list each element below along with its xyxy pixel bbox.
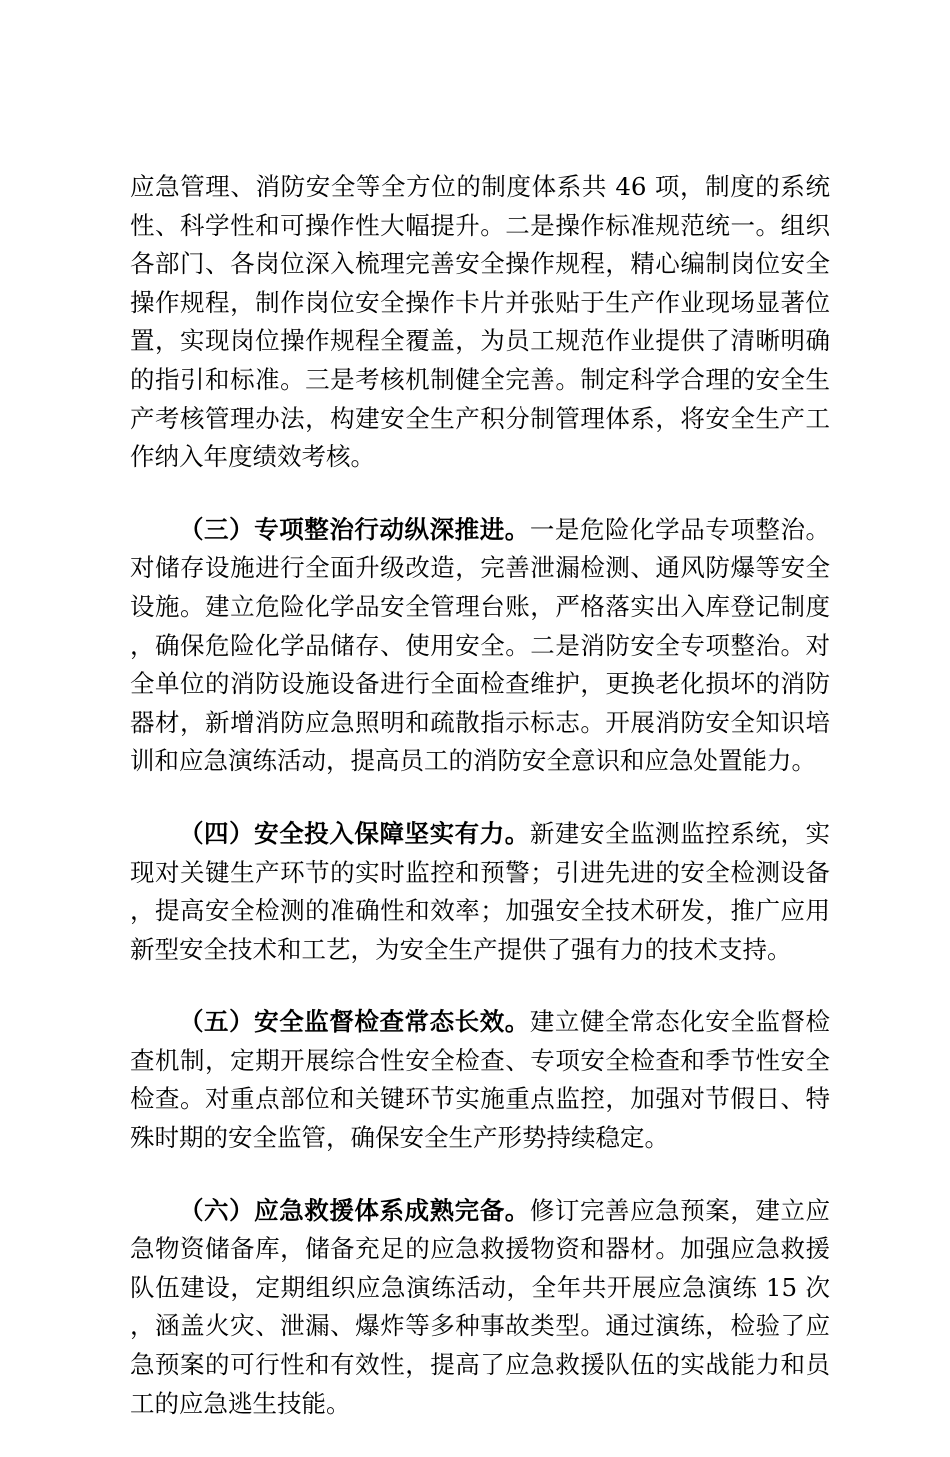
paragraph-continuation (130, 168, 830, 477)
paragraph-safety-supervision (130, 1003, 830, 1157)
paragraph-body: 建立健全常态化安全监督检查机制，定期开展综合性安全检查、专项安全检查和季节性安全检查。对重点部位和关键环节实施重点监控，加强对节假日、特殊时期的安全监管，确保安全生产形势持续稳定。 (130, 1007, 831, 1153)
paragraph-heading: （三）专项整治行动纵深推进。 (179, 514, 530, 544)
document-page (130, 168, 830, 1457)
paragraph-special-rectification (130, 511, 830, 781)
paragraph-body: 应急管理、消防安全等全方位的制度体系共 46 项，制度的系统性、科学性和可操作性大幅提升。二是操作标准规范统一。组织各部门、各岗位深入梳理完善安全操作规程，精心编制岗位安全操作规程，制作岗位安全操作卡片并张贴于生产作业现场显著位置，实现岗位操作规程全覆盖，为员工规范作业提供了清晰明确的指引和标准。三是考核机制健全完善。制定科学合理的安全生产考核管理办法，构建安全生产积分制管理体系，将安全生产工作纳入年度绩效考核。 (130, 172, 830, 472)
paragraph-heading: （五）安全监督检查常态长效。 (179, 1007, 530, 1037)
paragraph-body: 一是危险化学品专项整治。对储存设施进行全面升级改造，完善泄漏检测、通风防爆等安全设施。建立危险化学品安全管理台账，严格落实出入库登记制度，确保危险化学品储存、使用安全。二是消防安全专项整治。对全单位的消防设施设备进行全面检查维护，更换老化损坏的消防器材，新增消防应急照明和疏散指示标志。开展消防安全知识培训和应急演练活动，提高员工的消防安全意识和应急处置能力。 (130, 514, 831, 776)
paragraph-emergency-rescue (130, 1192, 830, 1424)
paragraph-body: 修订完善应急预案，建立应急物资储备库，储备充足的应急救援物资和器材。加强应急救援队伍建设，定期组织应急演练活动，全年共开展应急演练 15 次，涵盖火灾、泄漏、爆炸等多种事故类型。通过演练，检验了应急预案的可行性和有效性，提高了应急救援队伍的实战能力和员工的应急逃生技能。 (130, 1195, 831, 1418)
paragraph-heading: （四）安全投入保障坚实有力。 (179, 818, 530, 848)
paragraph-body: 新建安全监测监控系统，实现对关键生产环节的实时监控和预警；引进先进的安全检测设备，提高安全检测的准确性和效率；加强安全技术研发，推广应用新型安全技术和工艺，为安全生产提供了强有力的技术支持。 (130, 818, 831, 964)
paragraph-safety-investment (130, 815, 830, 969)
paragraph-heading: （六）应急救援体系成熟完备。 (179, 1195, 530, 1225)
